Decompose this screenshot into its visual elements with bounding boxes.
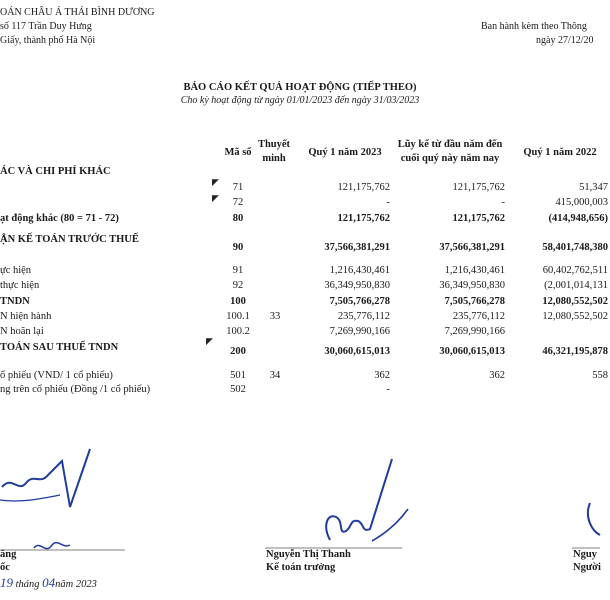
row-q1-2023: 121,175,762 — [337, 213, 390, 224]
row-q1-2022: 46,321,195,878 — [542, 346, 608, 357]
row-code: 71 — [232, 182, 244, 193]
mid-signer-role: Kế toán trưởng — [266, 562, 336, 573]
row-q1-2022: 51,347 — [579, 182, 608, 193]
row-q1-2023: 235,776,112 — [337, 311, 390, 322]
row-ytd: 235,776,112 — [452, 311, 505, 322]
company-address-line1: số 117 Trần Duy Hưng — [0, 21, 92, 32]
row-q1-2022: (2,001,014,131 — [544, 280, 608, 291]
row-q1-2023: - — [386, 197, 390, 208]
col-header-note: Thuyết minh — [257, 139, 291, 164]
row-code: 92 — [232, 280, 244, 291]
right-signer-name: Nguy — [573, 549, 597, 560]
row-code: 80 — [232, 213, 244, 224]
col-header-ytd: Lũy kế từ đầu năm đến cuối quý này năm nay — [397, 139, 503, 164]
issued-note: Ban hành kèm theo Thông — [481, 21, 587, 32]
left-signer-role: ốc — [0, 562, 10, 573]
row-q1-2022: 12,080,552,502 — [542, 296, 608, 307]
row-ytd: 37,566,381,291 — [439, 242, 505, 253]
report-title: BÁO CÁO KẾT QUẢ HOẠT ĐỘNG (TIẾP THEO) — [183, 82, 417, 93]
row-q1-2023: 7,269,990,166 — [329, 326, 390, 337]
row-q1-2023: 36,349,950,830 — [324, 280, 390, 291]
row-ytd: 30,060,615,013 — [439, 346, 505, 357]
issued-date: ngày 27/12/20 — [536, 35, 594, 46]
row-code: 200 — [230, 346, 246, 357]
col-header-q1-2023: Quý 1 năm 2023 — [308, 147, 382, 158]
row-code: 100.1 — [226, 311, 250, 322]
row-ytd: 7,269,990,166 — [444, 326, 505, 337]
row-ytd: - — [501, 197, 505, 208]
row-q1-2022: 58,401,748,380 — [542, 242, 608, 253]
row-code: 91 — [232, 265, 244, 276]
sign-date: 19 tháng 04năm 2023 — [0, 575, 97, 590]
mid-signer-name: Nguyễn Thị Thanh — [266, 549, 351, 560]
row-label: ng trên cổ phiếu (Đồng /1 cổ phiếu) — [0, 384, 151, 395]
row-label: TNDN — [0, 296, 30, 307]
row-label: thực hiện — [0, 280, 40, 291]
row-q1-2023: 362 — [374, 370, 390, 381]
mid-signature-stroke — [326, 459, 392, 540]
row-label: ực hiện — [0, 265, 32, 276]
row-ytd: 121,175,762 — [452, 213, 505, 224]
left-signature-underline — [0, 495, 60, 501]
row-label: ÁC VÀ CHI PHÍ KHÁC — [0, 166, 111, 177]
row-label: N hoãn lại — [0, 326, 44, 337]
row-q1-2022: 12,080,552,502 — [542, 311, 608, 322]
row-code: 100.2 — [226, 326, 250, 337]
row-q1-2023: 37,566,381,291 — [324, 242, 390, 253]
row-code: 501 — [230, 370, 246, 381]
row-note: 34 — [269, 370, 281, 381]
tick-mark: ◤ — [206, 336, 213, 346]
row-q1-2022: 60,402,762,511 — [542, 265, 608, 276]
row-code: 72 — [232, 197, 244, 208]
row-note: 33 — [269, 311, 281, 322]
row-label: ổ phiếu (VND/ 1 cổ phiếu) — [0, 370, 113, 381]
row-label: N hiện hành — [0, 311, 52, 322]
row-label: ẬN KẾ TOÁN TRƯỚC THUẾ — [0, 234, 139, 245]
row-q1-2023: - — [386, 384, 390, 395]
row-ytd: 362 — [489, 370, 505, 381]
tick-mark: ◤ — [212, 193, 219, 203]
left-initials-stroke — [34, 543, 70, 549]
company-address-line2: Giấy, thành phố Hà Nội — [0, 35, 96, 46]
report-subtitle: Cho kỳ hoạt động từ ngày 01/01/2023 đến ngày 31/03/2023 — [180, 95, 420, 106]
row-q1-2023: 7,505,766,278 — [329, 296, 390, 307]
tick-mark: ◤ — [212, 177, 219, 187]
left-signer-name: ăng — [0, 549, 17, 560]
col-header-code: Mã số — [224, 147, 252, 158]
right-signature-stroke — [588, 503, 600, 535]
company-name: OÁN CHÂU Á THÁI BÌNH DƯƠNG — [0, 7, 155, 18]
mid-signature-tail — [372, 509, 408, 541]
row-q1-2023: 30,060,615,013 — [324, 346, 390, 357]
row-code: 90 — [232, 242, 244, 253]
row-ytd: 36,349,950,830 — [439, 280, 505, 291]
row-q1-2022: (414,948,656) — [548, 213, 608, 224]
row-q1-2022: 415,000,003 — [555, 197, 608, 208]
row-code: 502 — [230, 384, 246, 395]
row-ytd: 7,505,766,278 — [444, 296, 505, 307]
right-signer-role: Người — [573, 562, 601, 573]
row-ytd: 1,216,430,461 — [444, 265, 505, 276]
row-code: 100 — [230, 296, 246, 307]
row-q1-2022: 558 — [592, 370, 608, 381]
row-ytd: 121,175,762 — [452, 182, 505, 193]
col-header-q1-2022: Quý 1 năm 2022 — [523, 147, 597, 158]
row-label: ạt động khác (80 = 71 - 72) — [0, 213, 119, 224]
row-q1-2023: 1,216,430,461 — [329, 265, 390, 276]
row-q1-2023: 121,175,762 — [337, 182, 390, 193]
row-label: TOÁN SAU THUẾ TNDN — [0, 342, 119, 353]
